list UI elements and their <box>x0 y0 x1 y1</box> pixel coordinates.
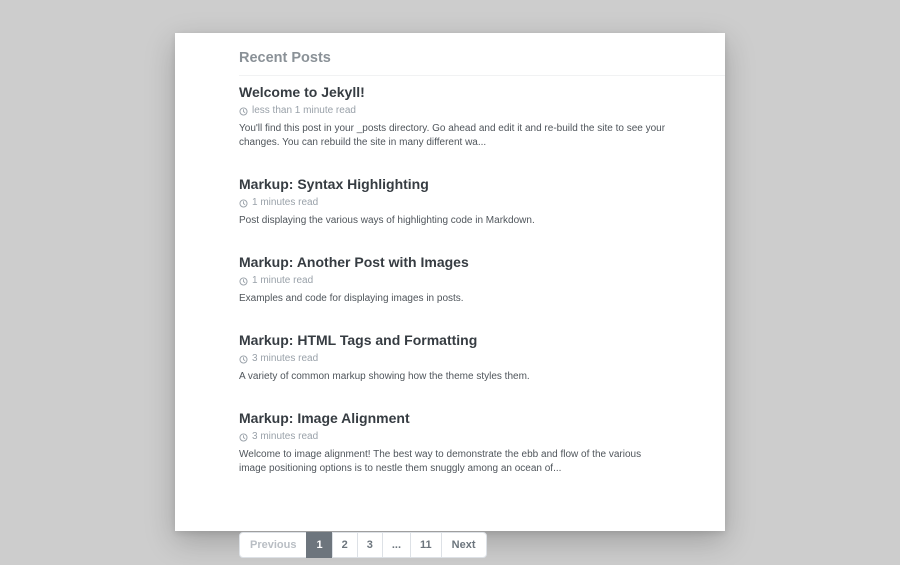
posts-card <box>175 33 725 551</box>
post-title-link[interactable]: Markup: Syntax Highlighting <box>239 176 429 192</box>
read-time: 1 minutes read <box>252 197 319 208</box>
clock-icon <box>239 107 248 116</box>
post-item <box>239 84 725 150</box>
post-excerpt: Welcome to image alignment! The best way to demonstrate the ebb and flow of the various image positioning options is to nestle them snuggly among an ocean of... <box>239 449 642 474</box>
post-excerpt: A variety of common markup showing how the theme styles them. <box>239 371 530 382</box>
pagination-page-1-button[interactable]: 1 <box>306 532 332 558</box>
page-title: Recent Posts <box>239 49 725 76</box>
post-title-link[interactable]: Markup: Image Alignment <box>239 410 410 426</box>
clock-icon <box>239 199 248 208</box>
clock-icon <box>239 433 248 442</box>
post-excerpt: You'll find this post in your _posts directory. Go ahead and edit it and re-build the site to see your changes. You can rebuild the site in many different wa... <box>239 123 666 148</box>
post-title-link[interactable]: Markup: Another Post with Images <box>239 254 469 270</box>
post-title-link[interactable]: Markup: HTML Tags and Formatting <box>239 332 478 348</box>
clock-icon <box>239 355 248 364</box>
post-item <box>239 254 725 306</box>
pagination-next-button[interactable]: Next <box>441 532 487 558</box>
post-title-link[interactable]: Welcome to Jekyll! <box>239 84 365 100</box>
post-meta <box>239 431 725 443</box>
read-time: 3 minutes read <box>252 431 319 442</box>
read-time: 1 minute read <box>252 275 314 286</box>
read-time: 3 minutes read <box>252 353 319 364</box>
pagination-page-11-button[interactable]: 11 <box>410 532 442 558</box>
post-item <box>239 176 725 228</box>
pagination <box>239 532 487 558</box>
post-excerpt: Examples and code for displaying images in posts. <box>239 293 464 304</box>
post-meta <box>239 105 725 117</box>
post-excerpt: Post displaying the various ways of highlighting code in Markdown. <box>239 215 535 226</box>
read-time: less than 1 minute read <box>252 105 356 116</box>
pagination-ellipsis-button[interactable]: ... <box>382 532 411 558</box>
post-item <box>239 410 725 476</box>
post-meta <box>239 197 725 209</box>
post-meta <box>239 353 725 365</box>
pagination-previous-button[interactable]: Previous <box>239 532 307 558</box>
post-item <box>239 332 725 384</box>
pagination-page-3-button[interactable]: 3 <box>357 532 383 558</box>
clock-icon <box>239 277 248 286</box>
post-meta <box>239 275 725 287</box>
pagination-page-2-button[interactable]: 2 <box>332 532 358 558</box>
